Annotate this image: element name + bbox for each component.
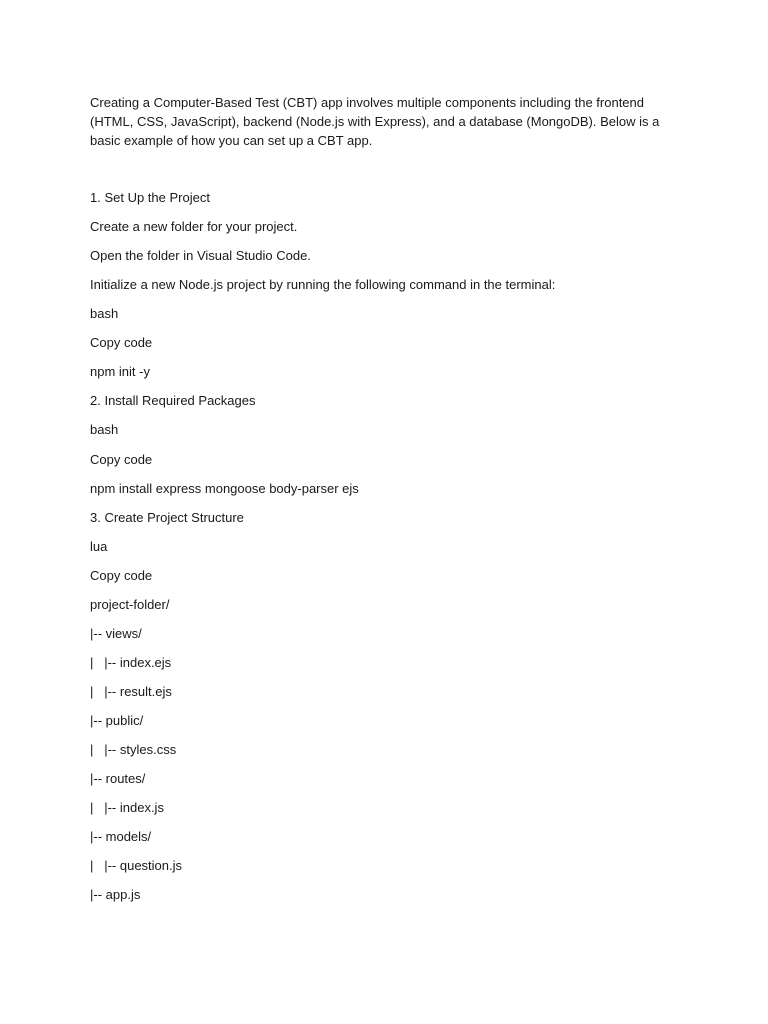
code-line: npm init -y — [90, 364, 150, 379]
copy-code-label: Copy code — [90, 568, 153, 583]
code-language-label: bash — [90, 422, 119, 437]
paragraph-line: Create a new folder for your project. — [90, 219, 298, 234]
section-heading-install: 2. Install Required Packages — [90, 393, 256, 408]
intro-paragraph: Creating a Computer-Based Test (CBT) app involves multiple components including the frontend (HTML, CSS, JavaScript), backend (Node.js with Express), and a database (MongoDB). Below is a basic example of how you can set up a CBT app. — [90, 95, 660, 148]
paragraph-line: Initialize a new Node.js project by running the following command in the terminal: — [90, 277, 556, 292]
section-heading-setup: 1. Set Up the Project — [90, 190, 210, 205]
code-line: |-- views/ — [90, 626, 142, 641]
code-line: |-- models/ — [90, 829, 152, 844]
code-line: | |-- styles.css — [90, 742, 177, 757]
copy-code-label: Copy code — [90, 335, 153, 350]
paragraph-line: Open the folder in Visual Studio Code. — [90, 248, 311, 263]
code-line: | |-- index.ejs — [90, 655, 172, 670]
code-line: | |-- result.ejs — [90, 684, 172, 699]
code-line: | |-- question.js — [90, 858, 183, 873]
code-line: |-- public/ — [90, 713, 144, 728]
code-line: npm install express mongoose body-parser ejs — [90, 481, 359, 496]
code-line: | |-- index.js — [90, 800, 164, 815]
code-line: |-- app.js — [90, 887, 141, 902]
code-language-label: lua — [90, 539, 108, 554]
copy-code-label: Copy code — [90, 452, 153, 467]
code-line: |-- routes/ — [90, 771, 146, 786]
code-language-label: bash — [90, 306, 119, 321]
code-line: project-folder/ — [90, 597, 170, 612]
section-heading-structure: 3. Create Project Structure — [90, 510, 244, 525]
